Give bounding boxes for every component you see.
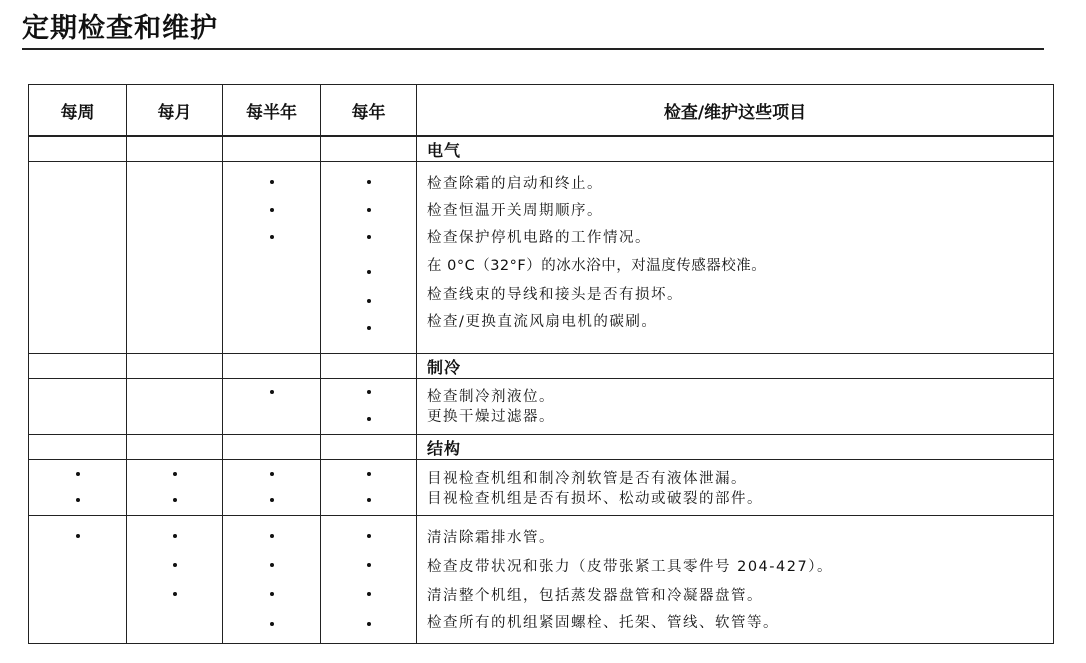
section-row-electrical bbox=[29, 136, 1054, 162]
monthly-cell bbox=[127, 460, 223, 516]
check-dot bbox=[173, 592, 177, 596]
list-item: 更换干燥过滤器。 bbox=[427, 409, 555, 425]
check-dot bbox=[367, 208, 371, 212]
list-item: 清洁整个机组，包括蒸发器盘管和冷凝器盘管。 bbox=[427, 588, 763, 604]
check-dot bbox=[270, 592, 274, 596]
header-annual: 每年 bbox=[321, 85, 417, 137]
items-cell bbox=[417, 162, 1054, 354]
annual-cell bbox=[321, 516, 417, 644]
check-dot bbox=[76, 534, 80, 538]
semiannual-cell bbox=[223, 379, 321, 435]
monthly-cell bbox=[127, 162, 223, 354]
check-dot bbox=[270, 563, 274, 567]
check-dot bbox=[173, 563, 177, 567]
check-dot bbox=[76, 498, 80, 502]
weekly-cell bbox=[29, 379, 127, 435]
page-title: 定期检查和维护 bbox=[22, 13, 218, 44]
monthly-cell bbox=[127, 379, 223, 435]
items-cell bbox=[417, 516, 1054, 644]
check-dot bbox=[270, 534, 274, 538]
check-dot bbox=[270, 180, 274, 184]
annual-cell bbox=[321, 162, 417, 354]
check-dot bbox=[270, 208, 274, 212]
list-item: 检查线束的导线和接头是否有损坏。 bbox=[427, 287, 683, 303]
list-item: 目视检查机组是否有损坏、松动或破裂的部件。 bbox=[427, 491, 763, 507]
section-row-refrigeration bbox=[29, 354, 1054, 379]
check-dot bbox=[76, 472, 80, 476]
check-dot bbox=[367, 534, 371, 538]
list-item: 检查皮带状况和张力（皮带张紧工具零件号 204-427）。 bbox=[427, 559, 833, 575]
list-item: 检查/更换直流风扇电机的碳刷。 bbox=[427, 314, 658, 330]
check-dot bbox=[367, 390, 371, 394]
list-item: 检查所有的机组紧固螺栓、托架、管线、软管等。 bbox=[427, 615, 779, 631]
check-dot bbox=[270, 235, 274, 239]
list-item: 在 0°C（32°F）的冰水浴中，对温度传感器校准。 bbox=[427, 258, 767, 274]
list-item: 清洁除霜排水管。 bbox=[427, 530, 555, 546]
list-item: 检查制冷剂液位。 bbox=[427, 389, 555, 405]
check-dot bbox=[173, 534, 177, 538]
check-dot bbox=[367, 299, 371, 303]
table-row-structural-service bbox=[29, 516, 1054, 644]
check-dot bbox=[367, 472, 371, 476]
check-dot bbox=[367, 270, 371, 274]
check-dot bbox=[367, 235, 371, 239]
check-dot bbox=[270, 622, 274, 626]
check-dot bbox=[270, 498, 274, 502]
weekly-cell bbox=[29, 460, 127, 516]
annual-cell bbox=[321, 379, 417, 435]
list-item: 检查恒温开关周期顺序。 bbox=[427, 203, 603, 219]
header-monthly: 每月 bbox=[127, 85, 223, 137]
items-cell bbox=[417, 379, 1054, 435]
header-row bbox=[29, 85, 1054, 137]
section-row-structural bbox=[29, 435, 1054, 460]
header-items: 检查/维护这些项目 bbox=[417, 85, 1054, 137]
monthly-cell bbox=[127, 516, 223, 644]
list-item: 检查除霜的启动和终止。 bbox=[427, 176, 603, 192]
semiannual-cell bbox=[223, 516, 321, 644]
title-divider bbox=[22, 48, 1044, 50]
maintenance-table bbox=[28, 84, 1054, 644]
section-label-structural: 结构 bbox=[417, 435, 1054, 460]
weekly-cell bbox=[29, 516, 127, 644]
table-row-electrical bbox=[29, 162, 1054, 354]
list-item: 目视检查机组和制冷剂软管是否有液体泄漏。 bbox=[427, 471, 747, 487]
annual-cell bbox=[321, 460, 417, 516]
header-weekly: 每周 bbox=[29, 85, 127, 137]
semiannual-cell bbox=[223, 460, 321, 516]
list-item: 检查保护停机电路的工作情况。 bbox=[427, 230, 651, 246]
header-semiannual: 每半年 bbox=[223, 85, 321, 137]
check-dot bbox=[173, 498, 177, 502]
weekly-cell bbox=[29, 162, 127, 354]
section-label-electrical: 电气 bbox=[417, 136, 1054, 162]
check-dot bbox=[367, 326, 371, 330]
items-cell bbox=[417, 460, 1054, 516]
check-dot bbox=[367, 592, 371, 596]
check-dot bbox=[367, 622, 371, 626]
table-row-refrigeration bbox=[29, 379, 1054, 435]
check-dot bbox=[270, 390, 274, 394]
check-dot bbox=[270, 472, 274, 476]
table-row-structural-visual bbox=[29, 460, 1054, 516]
semiannual-cell bbox=[223, 162, 321, 354]
check-dot bbox=[367, 563, 371, 567]
check-dot bbox=[367, 180, 371, 184]
check-dot bbox=[367, 417, 371, 421]
check-dot bbox=[367, 498, 371, 502]
section-label-refrigeration: 制冷 bbox=[417, 354, 1054, 379]
check-dot bbox=[173, 472, 177, 476]
